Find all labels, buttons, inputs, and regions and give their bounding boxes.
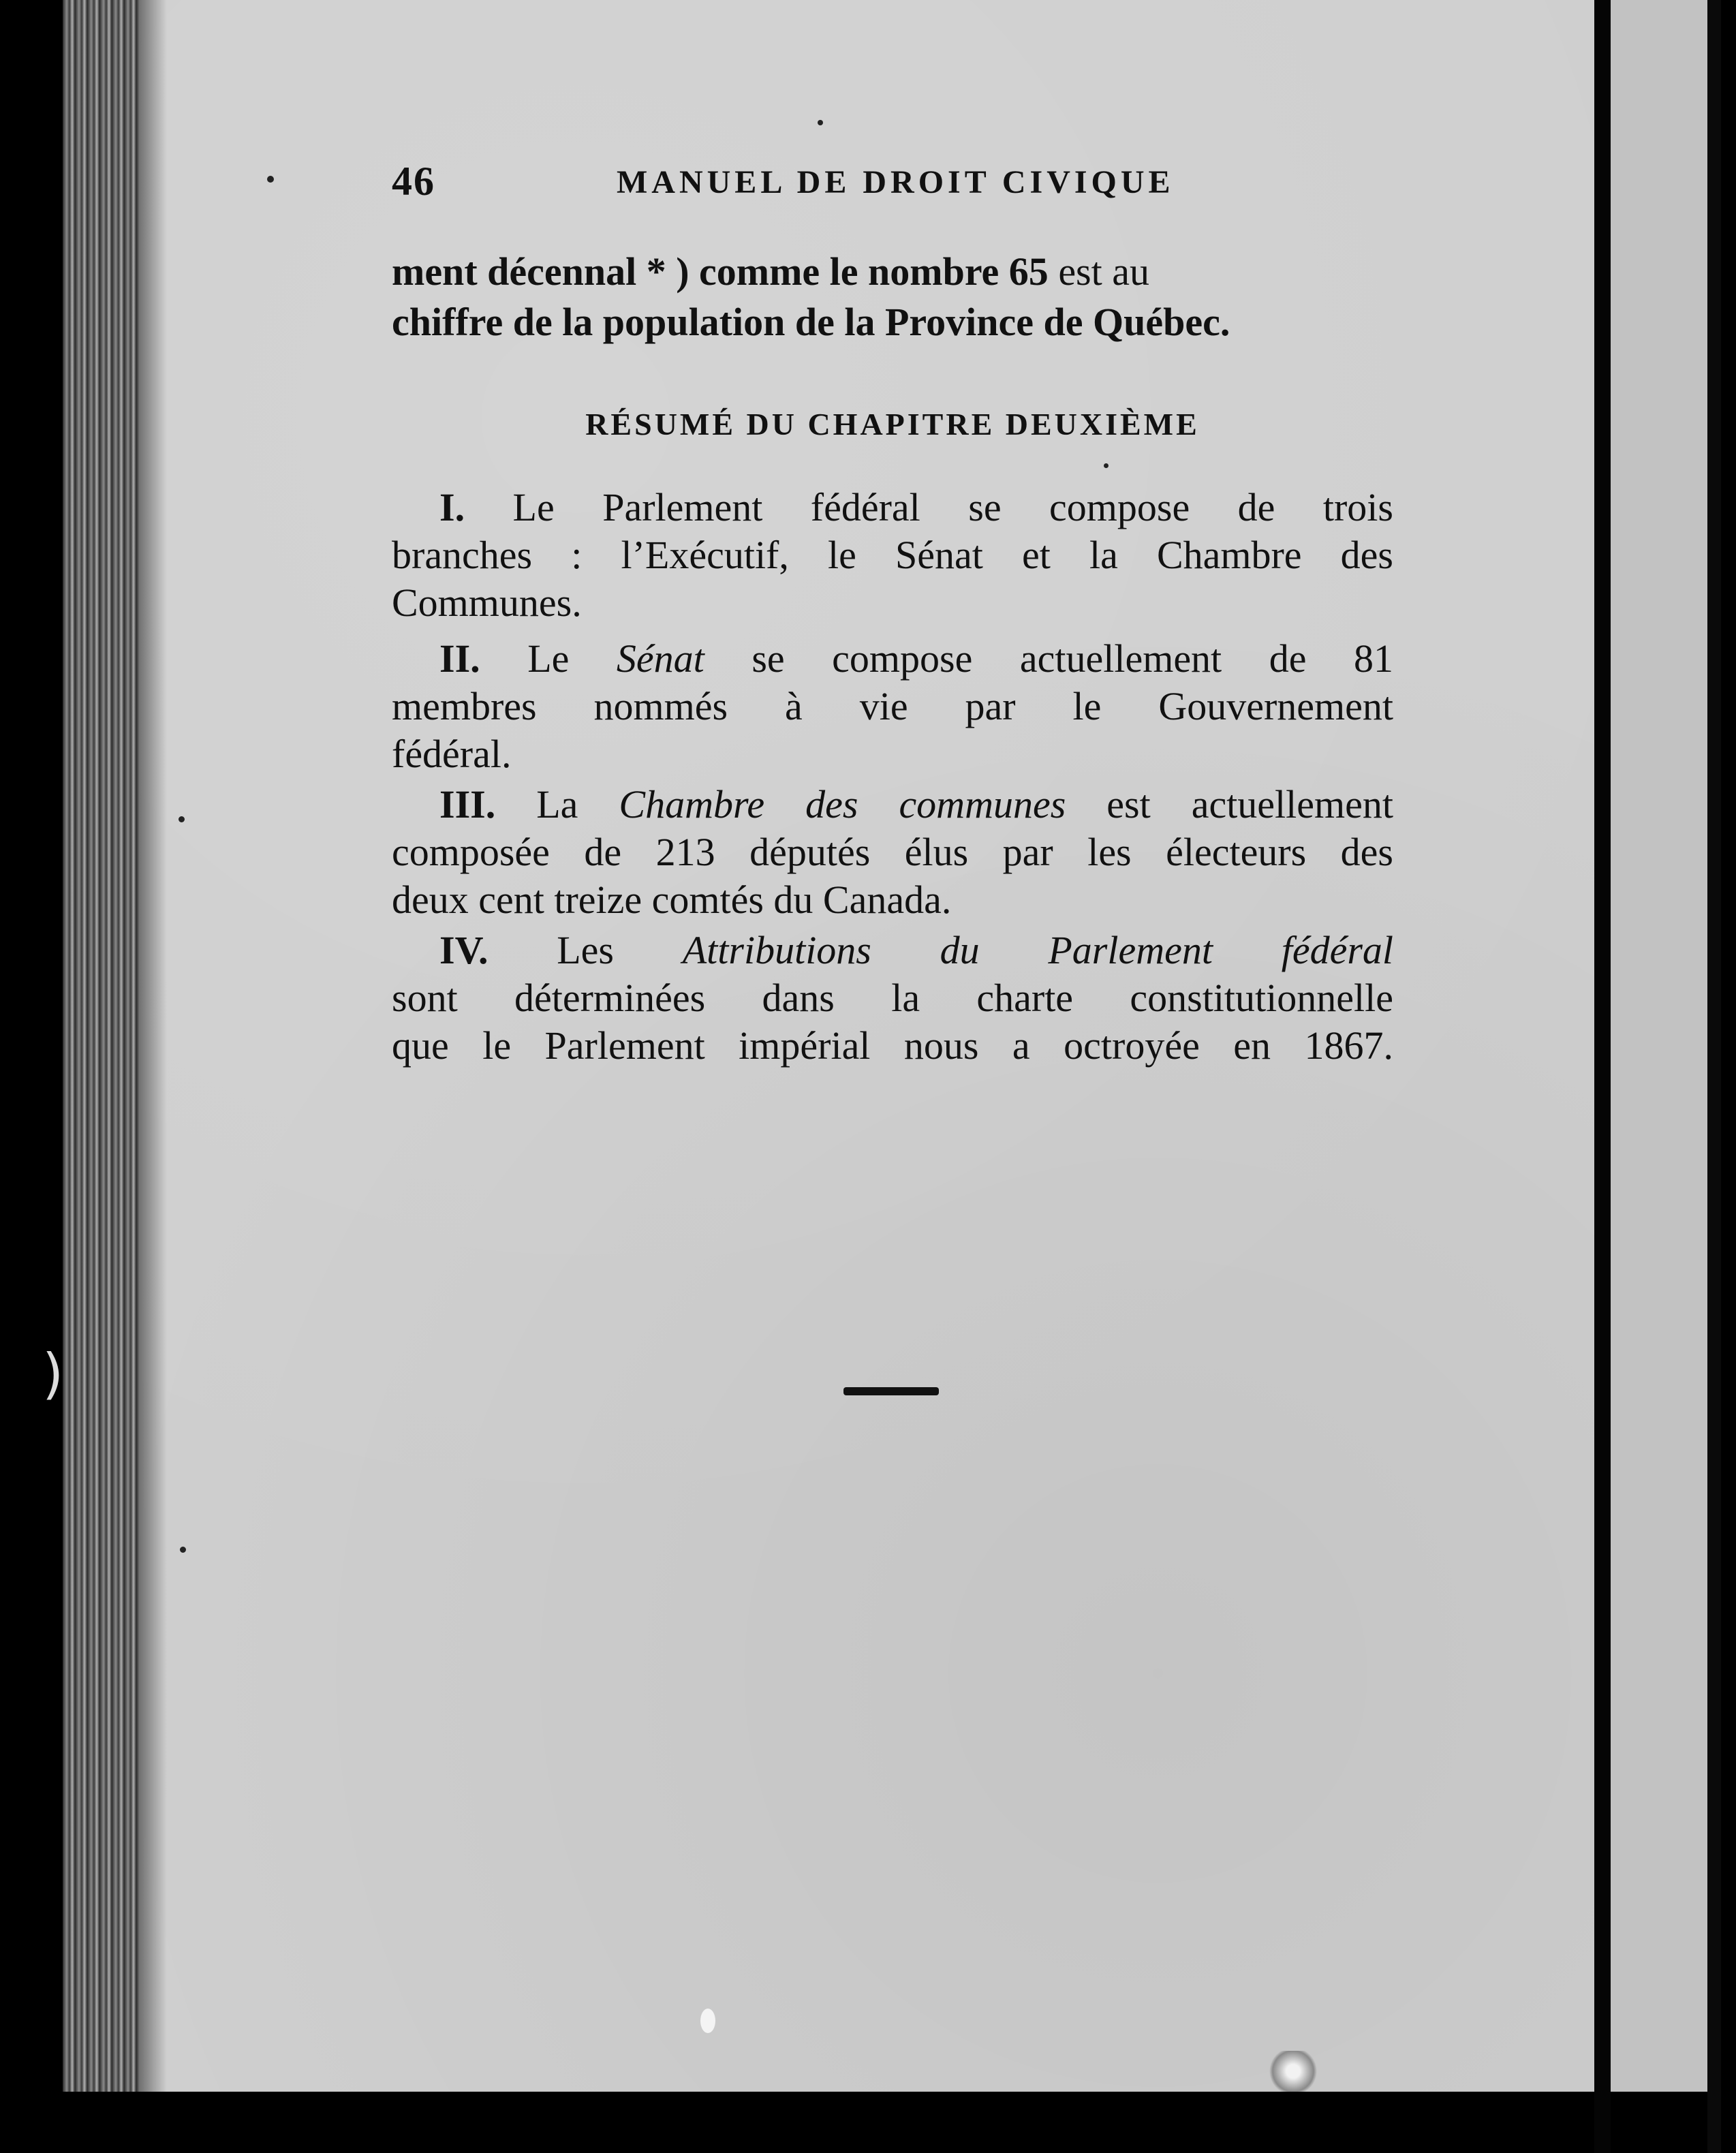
text-run: Le Parlement fédéral se compose de trois <box>465 485 1393 529</box>
end-of-chapter-rule <box>843 1387 939 1395</box>
text-run: La <box>495 782 619 826</box>
italic-term: Sénat <box>616 636 704 681</box>
text-run: Le <box>480 636 617 681</box>
item-3-line-3: deux cent treize comtés du Canada. <box>392 878 952 922</box>
scan-blot <box>1266 2051 1320 2092</box>
margin-bracket-mark: ) <box>42 1342 64 1406</box>
page-gutter <box>1594 0 1611 2153</box>
book-title: MANUEL DE DROIT CIVIQUE <box>617 164 1175 200</box>
item-2-line-2: membres nommés à vie par le Gouvernement <box>392 684 1393 728</box>
item-numeral: I. <box>439 485 465 529</box>
item-4-line-2: sont déterminées dans la charte constitutionnelle <box>392 976 1393 1020</box>
text-run: Les <box>488 928 683 972</box>
item-2-line-3: fédéral. <box>392 732 512 776</box>
italic-term: Chambre des communes <box>619 782 1066 826</box>
italic-term: Attributions du Parlement fédéral <box>682 928 1393 972</box>
item-numeral: II. <box>439 636 480 681</box>
emphasis-number: nombre 65 <box>868 249 1049 294</box>
item-numeral: III. <box>439 782 496 826</box>
continuation-line-2 <box>392 298 1393 346</box>
text-run: ment décennal * ) comme le <box>392 249 869 294</box>
item-3-line-1 <box>392 781 1393 828</box>
scan-speck <box>180 1547 186 1553</box>
item-1-line-2: branches : l’Exécutif, le Sénat et la Chambre des <box>392 533 1393 577</box>
facing-page-border <box>1707 0 1721 2153</box>
page-number: 46 <box>392 159 435 204</box>
emphasis-population: de la population de la Province de Québec. <box>512 300 1230 344</box>
scan-speck <box>267 176 274 183</box>
text-run: chiffre <box>392 300 513 344</box>
scan-speck <box>1104 463 1109 468</box>
item-4-line-3: que le Parlement impérial nous a octroyée en 1867. <box>392 1023 1393 1068</box>
page-binding-shadow <box>140 0 167 2092</box>
text-run: est actuellement <box>1066 782 1393 826</box>
continuation-line-1 <box>392 248 1393 296</box>
item-numeral: IV. <box>439 928 489 972</box>
item-2-line-1 <box>392 635 1393 683</box>
text-run: est au <box>1048 249 1149 294</box>
summary-heading: RÉSUMÉ DU CHAPITRE DEUXIÈME <box>585 407 1200 442</box>
item-3-line-2: composée de 213 députés élus par les électeurs des <box>392 830 1393 874</box>
item-1-line-1 <box>392 484 1393 531</box>
running-head <box>392 158 1393 213</box>
item-1-line-3: Communes. <box>392 580 582 625</box>
scan-speck <box>700 2009 715 2033</box>
scan-speck <box>179 816 185 822</box>
item-4-line-1 <box>392 927 1393 974</box>
text-run: se compose actuellement de 81 <box>704 636 1393 681</box>
stacked-page-edges <box>63 0 143 2092</box>
facing-page-edge <box>1611 0 1720 2092</box>
scan-speck <box>818 120 823 125</box>
